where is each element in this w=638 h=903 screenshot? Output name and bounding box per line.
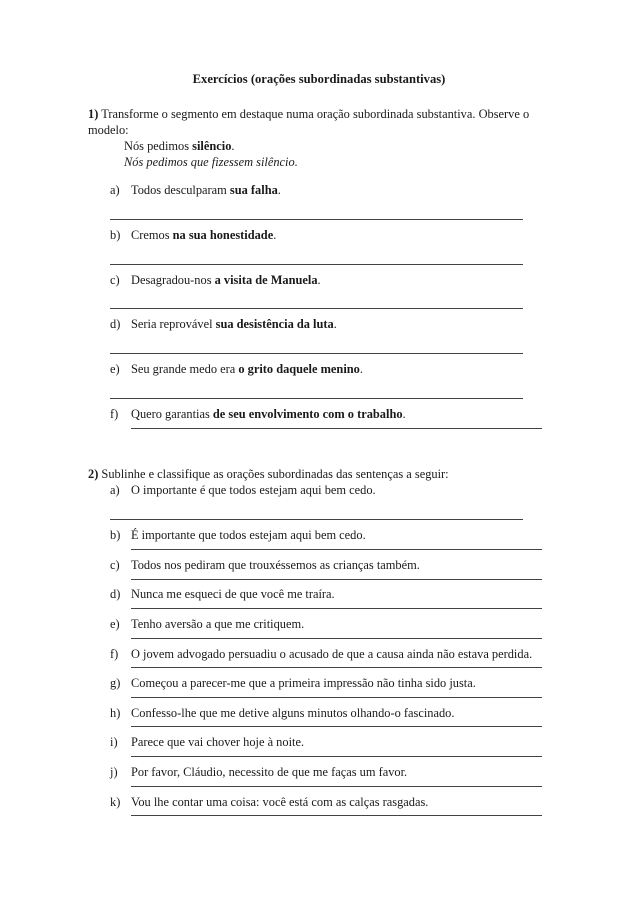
answer-line[interactable] [131, 608, 542, 609]
q1-item [110, 406, 406, 422]
model-sentence-end: . [231, 139, 235, 153]
item-end: . [317, 273, 321, 287]
item-text: Confesso-lhe que me detive alguns minutos olhando-o fascinado. [131, 706, 455, 720]
item-end: . [333, 317, 337, 331]
answer-line[interactable] [131, 667, 542, 668]
q2-item [110, 794, 428, 810]
q2-item [110, 734, 304, 750]
item-letter: j) [110, 765, 118, 779]
item-text: O jovem advogado persuadiu o acusado de que a causa ainda não estava perdida. [131, 647, 533, 661]
item-text: Todos nos pediram que trouxéssemos as crianças também. [131, 558, 420, 572]
q2-item [110, 764, 407, 780]
q2-item [110, 586, 335, 602]
item-text: Tenho aversão a que me critiquem. [131, 617, 305, 631]
worksheet-title: Exercícios (orações subordinadas substantivas) [192, 72, 446, 86]
answer-line[interactable] [131, 697, 542, 698]
answer-line[interactable] [110, 219, 523, 220]
answer-line[interactable] [131, 815, 542, 816]
q2-item [110, 646, 532, 662]
item-highlight: de seu envolvimento com o trabalho [212, 407, 403, 421]
q2-item [110, 705, 454, 721]
item-end: . [402, 407, 406, 421]
item-highlight: na sua honestidade [172, 228, 274, 242]
item-end: . [273, 228, 277, 242]
answer-line[interactable] [110, 519, 523, 520]
q2-item [110, 557, 420, 573]
item-text: Nunca me esqueci de que você me traíra. [131, 587, 335, 601]
item-letter: g) [110, 676, 121, 690]
answer-line[interactable] [131, 726, 542, 727]
item-letter: b) [110, 228, 121, 242]
item-text: O importante é que todos estejam aqui bem cedo. [131, 483, 376, 497]
q2-item [110, 616, 304, 632]
q1-item [110, 182, 281, 198]
model-answer: Nós pedimos que fizessem silêncio. [124, 155, 298, 169]
q2-item [110, 527, 366, 543]
item-text: Parece que vai chover hoje à noite. [131, 735, 305, 749]
answer-line[interactable] [131, 786, 542, 787]
answer-line[interactable] [131, 549, 542, 550]
item-letter: h) [110, 706, 121, 720]
question-1-text: Transforme o segmento em destaque numa oração subordinada substantiva. Observe o modelo: [88, 107, 530, 137]
item-letter: c) [110, 273, 120, 287]
item-text: Seria reprovável [131, 317, 216, 331]
item-letter: d) [110, 317, 121, 331]
model-sentence-text: Nós pedimos [124, 139, 193, 153]
q2-item [110, 482, 376, 498]
item-letter: i) [110, 735, 118, 749]
answer-line[interactable] [110, 353, 523, 354]
question-1-number: 1) [88, 107, 99, 121]
item-text: Por favor, Cláudio, necessito de que me faças um favor. [131, 765, 408, 779]
item-letter: d) [110, 587, 121, 601]
question-2-number: 2) [88, 467, 99, 481]
item-text: Todos desculparam [131, 183, 230, 197]
answer-line[interactable] [110, 264, 523, 265]
q1-item [110, 361, 363, 377]
item-letter: c) [110, 558, 120, 572]
item-letter: f) [110, 647, 119, 661]
question-2-text: Sublinhe e classifique as orações subordinadas das sentenças a seguir: [98, 467, 449, 481]
answer-line[interactable] [131, 756, 542, 757]
q2-item [110, 675, 476, 691]
item-letter: e) [110, 362, 120, 376]
item-text: Seu grande medo era [131, 362, 239, 376]
item-letter: k) [110, 795, 121, 809]
item-highlight: a visita de Manuela [214, 273, 318, 287]
item-end: . [277, 183, 281, 197]
model-sentence-highlight: silêncio [192, 139, 232, 153]
item-letter: f) [110, 407, 119, 421]
answer-line[interactable] [110, 308, 523, 309]
item-letter: b) [110, 528, 121, 542]
model-sentence [124, 138, 235, 154]
item-text: Vou lhe contar uma coisa: você está com as calças rasgadas. [131, 795, 429, 809]
q1-item [110, 227, 276, 243]
item-text: Quero garantias [131, 407, 213, 421]
answer-line[interactable] [131, 638, 542, 639]
item-letter: a) [110, 183, 120, 197]
item-end: . [359, 362, 363, 376]
answer-line[interactable] [131, 428, 542, 429]
q1-item [110, 316, 337, 332]
item-text: Desagradou-nos [131, 273, 215, 287]
answer-line[interactable] [131, 579, 542, 580]
item-letter: a) [110, 483, 120, 497]
question-1-instruction [88, 106, 558, 138]
item-highlight: o grito daquele menino [238, 362, 360, 376]
answer-line[interactable] [110, 398, 523, 399]
item-highlight: sua falha [229, 183, 278, 197]
question-2-instruction [88, 466, 449, 482]
item-letter: e) [110, 617, 120, 631]
item-text: Cremos [131, 228, 173, 242]
item-highlight: sua desistência da luta [215, 317, 334, 331]
item-text: É importante que todos estejam aqui bem cedo. [131, 528, 366, 542]
item-text: Começou a parecer-me que a primeira impressão não tinha sido justa. [131, 676, 476, 690]
q1-item [110, 272, 321, 288]
